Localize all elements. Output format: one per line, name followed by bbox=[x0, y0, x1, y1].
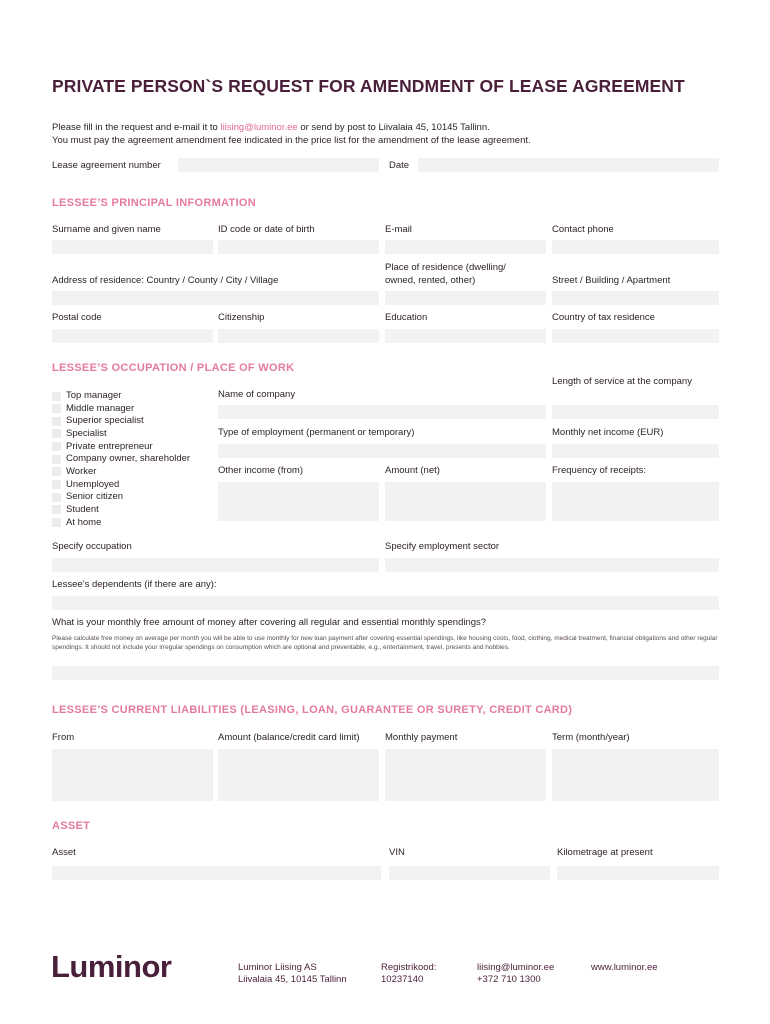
liability-monthly-label: Monthly payment bbox=[385, 732, 458, 743]
amount-net-label: Amount (net) bbox=[385, 465, 440, 476]
footer-email-link[interactable]: liising@luminor.ee bbox=[477, 962, 555, 973]
id-code-field[interactable] bbox=[218, 240, 379, 254]
length-service-label: Length of service at the company bbox=[552, 376, 692, 387]
liability-amount-field[interactable] bbox=[218, 749, 379, 801]
km-field[interactable] bbox=[557, 866, 719, 880]
section-occupation-heading: LESSEE’S OCCUPATION / PLACE OF WORK bbox=[52, 362, 295, 374]
liability-from-field[interactable] bbox=[52, 749, 213, 801]
street-label: Street / Building / Apartment bbox=[552, 275, 671, 286]
specify-occupation-label: Specify occupation bbox=[52, 541, 132, 552]
date-label: Date bbox=[389, 160, 410, 171]
occupation-checkbox[interactable] bbox=[52, 455, 61, 464]
occupation-option-label: Unemployed bbox=[66, 478, 120, 490]
place-residence-select[interactable] bbox=[385, 291, 546, 305]
occupation-option-label: Private entrepreneur bbox=[66, 440, 153, 452]
amount-net-field[interactable] bbox=[385, 482, 546, 521]
education-label: Education bbox=[385, 312, 428, 323]
occupation-checkbox[interactable] bbox=[52, 404, 61, 413]
place-residence-label-1: Place of residence (dwelling/ bbox=[385, 262, 506, 273]
postal-label: Postal code bbox=[52, 312, 102, 323]
id-code-label: ID code or date of birth bbox=[218, 224, 315, 235]
occupation-option-label: Middle manager bbox=[66, 402, 135, 414]
footer-phone: +372 710 1300 bbox=[477, 974, 541, 985]
liability-term-label: Term (month/year) bbox=[552, 732, 630, 743]
occupation-checkbox[interactable] bbox=[52, 429, 61, 438]
tax-country-label: Country of tax residence bbox=[552, 312, 655, 323]
occupation-checkbox[interactable] bbox=[52, 505, 61, 514]
footer-company: Luminor Liising AS bbox=[238, 962, 317, 973]
occupation-checkbox[interactable] bbox=[52, 392, 61, 401]
intro-text-suffix: or send by post to Liivalaia 45, 10145 Tallinn. bbox=[297, 122, 490, 133]
page-title: PRIVATE PERSON`S REQUEST FOR AMENDMENT OF LEASE AGREEMENT bbox=[52, 76, 685, 96]
footer-address: Liivalaia 45, 10145 Tallinn bbox=[238, 974, 347, 985]
net-income-field[interactable] bbox=[552, 444, 719, 458]
lease-number-field[interactable] bbox=[178, 158, 379, 172]
vin-field[interactable] bbox=[389, 866, 550, 880]
occupation-option-label: Student bbox=[66, 503, 99, 515]
occupation-option-label: Senior citizen bbox=[66, 491, 124, 503]
company-name-field[interactable] bbox=[218, 405, 546, 419]
occupation-option-label: Superior specialist bbox=[66, 415, 144, 427]
occupation-checkbox[interactable] bbox=[52, 518, 61, 527]
footer-web-link[interactable]: www.luminor.ee bbox=[591, 962, 658, 973]
frequency-field[interactable] bbox=[552, 482, 719, 521]
surname-label: Surname and given name bbox=[52, 224, 161, 235]
place-residence-label-2: owned, rented, other) bbox=[385, 275, 476, 286]
luminor-logo: Luminor bbox=[51, 949, 172, 984]
company-name-label: Name of company bbox=[218, 389, 296, 400]
intro-line-1 bbox=[52, 122, 490, 133]
section-liabilities-heading: LESSEE’S CURRENT LIABILITIES (LEASING, LOAN, GUARANTEE OR SURETY, CREDIT CARD) bbox=[52, 704, 573, 716]
section-principal-heading: LESSEE’S PRINCIPAL INFORMATION bbox=[52, 197, 256, 209]
street-field[interactable] bbox=[552, 291, 719, 305]
net-income-label: Monthly net income (EUR) bbox=[552, 427, 664, 438]
footer-reg-code: 10237140 bbox=[381, 974, 424, 985]
education-select[interactable] bbox=[385, 329, 546, 343]
employment-type-label: Type of employment (permanent or temporary) bbox=[218, 427, 415, 438]
specify-sector-select[interactable] bbox=[385, 558, 719, 572]
occupation-option-label: Worker bbox=[66, 465, 97, 477]
dependents-label: Lessee’s dependents (if there are any): bbox=[52, 579, 217, 590]
citizenship-field[interactable] bbox=[218, 329, 379, 343]
postal-field[interactable] bbox=[52, 329, 213, 343]
liability-term-field[interactable] bbox=[552, 749, 719, 801]
address-label: Address of residence: Country / County / City / Village bbox=[52, 275, 279, 286]
asset-label: Asset bbox=[52, 847, 76, 858]
intro-text: Please fill in the request and e-mail it to bbox=[52, 122, 221, 133]
vin-label: VIN bbox=[389, 847, 405, 858]
phone-field[interactable] bbox=[552, 240, 719, 254]
occupation-option-label: Company owner, shareholder bbox=[66, 453, 191, 465]
section-asset-heading: ASSET bbox=[52, 820, 91, 832]
employment-type-field[interactable] bbox=[218, 444, 546, 458]
email-field[interactable] bbox=[385, 240, 546, 254]
occupation-option-label: At home bbox=[66, 516, 102, 528]
footer-reg-label: Registrikood: bbox=[381, 962, 437, 973]
asset-field[interactable] bbox=[52, 866, 381, 880]
liability-from-label: From bbox=[52, 732, 75, 743]
specify-occupation-field[interactable] bbox=[52, 558, 379, 572]
occupation-checkbox[interactable] bbox=[52, 493, 61, 502]
km-label: Kilometrage at present bbox=[557, 847, 653, 858]
occupation-option-label: Top manager bbox=[66, 390, 122, 401]
occupation-checkbox[interactable] bbox=[52, 480, 61, 489]
liability-amount-label: Amount (balance/credit card limit) bbox=[218, 732, 360, 743]
occupation-checkbox[interactable] bbox=[52, 467, 61, 476]
date-field[interactable] bbox=[418, 158, 719, 172]
tax-country-field[interactable] bbox=[552, 329, 719, 343]
occupation-checkbox[interactable] bbox=[52, 442, 61, 451]
free-money-field[interactable] bbox=[52, 666, 719, 680]
surname-field[interactable] bbox=[52, 240, 213, 254]
frequency-label: Frequency of receipts: bbox=[552, 465, 646, 476]
occupation-checkbox[interactable] bbox=[52, 417, 61, 426]
liability-monthly-field[interactable] bbox=[385, 749, 546, 801]
dependents-field[interactable] bbox=[52, 596, 719, 610]
occupation-option-label: Specialist bbox=[66, 427, 107, 439]
intro-line-2: You must pay the agreement amendment fee indicated in the price list for the amendment of the lease agreement. bbox=[52, 135, 531, 146]
address-field[interactable] bbox=[52, 291, 379, 305]
phone-label: Contact phone bbox=[552, 224, 614, 235]
specify-sector-label: Specify employment sector bbox=[385, 541, 500, 552]
free-money-note: Please calculate free money on average per month you will be able to use monthly for new loan payment after covering essential spendings, like housing costs, food, clothing, medical treatment, financial obligations and other regular spendings. It should not include your irregular spendings on consumption which are optional and preventable, e.g., entertainment, travel, presents and hobbies. bbox=[52, 635, 718, 651]
other-income-label: Other income (from) bbox=[218, 465, 303, 476]
citizenship-label: Citizenship bbox=[218, 312, 265, 323]
other-income-field[interactable] bbox=[218, 482, 379, 521]
email-label: E-mail bbox=[385, 224, 412, 235]
email-link[interactable]: liising@luminor.ee bbox=[220, 122, 298, 133]
free-money-question: What is your monthly free amount of money after covering all regular and essential monthly spendings? bbox=[52, 617, 487, 628]
lease-number-label: Lease agreement number bbox=[52, 160, 161, 171]
length-service-field[interactable] bbox=[552, 405, 719, 419]
